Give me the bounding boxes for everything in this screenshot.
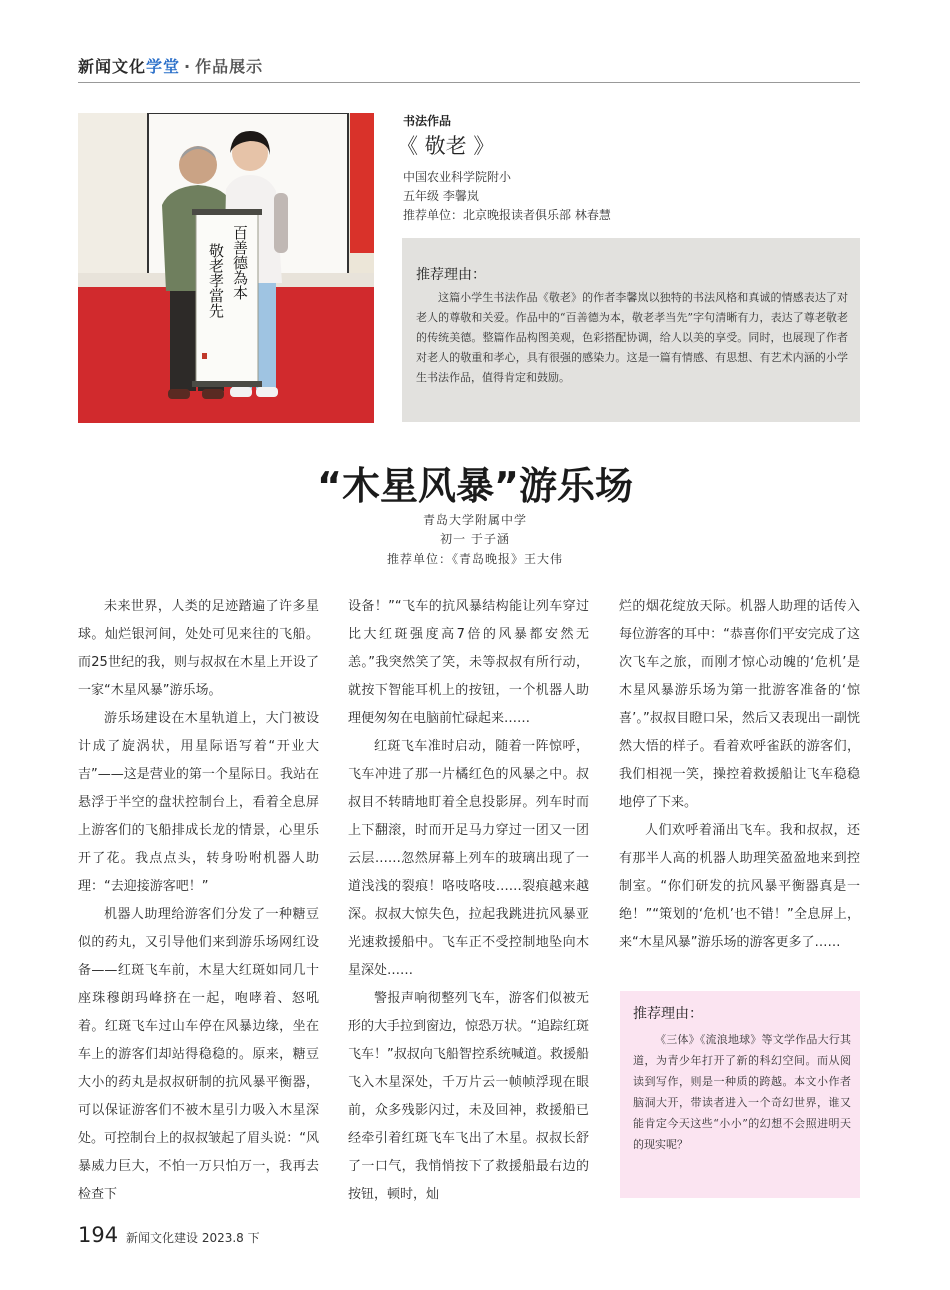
article-column-2 [348, 593, 589, 1209]
scroll-text-1: 百善德為本 [231, 225, 249, 300]
works-recommender: 推荐单位：北京晚报读者俱乐部 林春慧 [403, 208, 611, 222]
works-label: 书法作品 [403, 114, 452, 128]
paragraph: 警报声响彻整列飞车，游客们似被无形的大手拉到窗边，惊恐万状。“追踪红斑飞车！”叔叔向飞船智控系统喊道。救援船飞入木星深处，千万片云一帧帧浮现在眼前，众多残影闪过，未及回神，救援船已经牵引着红斑飞车飞出了木星。叔叔长舒了一口气，我悄悄按下了救援船最右边的按钮，顿时，灿 [348, 991, 589, 1202]
article-title: “木星风暴”游乐场 [317, 464, 633, 508]
scroll-text-2: 敬老孝當先 [207, 243, 225, 318]
calligraphy-photo [78, 113, 374, 423]
article-reason-box [620, 991, 860, 1198]
calligraphy-reason-heading: 推荐理由： [416, 267, 486, 283]
page-number: 194 [78, 1223, 119, 1247]
article-school: 青岛大学附属中学 [422, 513, 527, 527]
article-column-3 [619, 593, 860, 957]
section-header [78, 54, 263, 77]
header-dot: · [184, 57, 192, 76]
calligraphy-reason-box [402, 238, 860, 422]
article-author: 初一 于子涵 [440, 532, 510, 546]
paragraph: 人们欢呼着涌出飞车。我和叔叔，还有那半人高的机器人助理笑盈盈地来到控制室。“你们研发的抗风暴平衡器真是一绝！”“策划的‘危机’也不错！”全息屏上，来“木星风暴”游乐场的游客更多了…… [619, 823, 860, 950]
publication-info: 新闻文化建设 2023.8 下 [126, 1231, 260, 1245]
header-divider [78, 82, 860, 83]
paragraph: 未来世界，人类的足迹踏遍了许多星球。灿烂银河间，处处可见来往的飞船。而25世纪的我，则与叔叔在木星上开设了一家“木星风暴”游乐场。 [78, 599, 319, 698]
paragraph: 设备！”“飞车的抗风暴结构能让列车穿过比大红斑强度高7倍的风暴都安然无恙。”我突然笑了笑，未等叔叔有所行动，就按下智能耳机上的按钮，一个机器人助理便匆匆在电脑前忙碌起来…… [348, 599, 589, 726]
paragraph: 红斑飞车准时启动，随着一阵惊呼，飞车冲进了那一片橘红色的风暴之中。叔叔目不转睛地盯着全息投影屏。列车时而上下翻滚，时而开足马力穿过一团又一团云层……忽然屏幕上列车的玻璃出现了一道浅浅的裂痕！咯吱咯吱……裂痕越来越深。叔叔大惊失色，拉起我跳进抗风暴亚光速救援船中。飞车正不受控制地坠向木星深处…… [348, 739, 589, 978]
header-part3: 作品展示 [195, 57, 264, 76]
article-reason-text: 《三体》《流浪地球》等文学作品大行其道，为青少年打开了新的科幻空间。而从阅读到写作，则是一种质的跨越。本文小作者脑洞大开，带读者进入一个奇幻世界，谁又能肯定今天这些“小小”的幻想不会照进明天的现实呢？ [633, 1033, 851, 1151]
header-part2: 学堂 [146, 57, 181, 76]
article-reason-heading: 推荐理由： [633, 1006, 703, 1022]
works-author: 五年级 李馨岚 [403, 189, 479, 203]
paragraph: 烂的烟花绽放天际。机器人助理的话传入每位游客的耳中：“恭喜你们平安完成了这次飞车之旅，而刚才惊心动魄的‘危机’是木星风暴游乐场为第一批游客准备的‘惊喜’。”叔叔目瞪口呆，然后又表现出一副恍然大悟的样子。看着欢呼雀跃的游客们，我们相视一笑，操控着救援船让飞车稳稳地停了下来。 [619, 599, 860, 810]
header-part1: 新闻文化 [78, 57, 147, 76]
works-title: 《 敬老 》 [397, 134, 495, 158]
photo-illustration [78, 113, 374, 423]
paragraph: 机器人助理给游客们分发了一种糖豆似的药丸，又引导他们来到游乐场网红设备——红斑飞车前，木星大红斑如同几十座珠穆朗玛峰挤在一起，咆哮着、怒吼着。红斑飞车过山车停在风暴边缘，坐在车上的游客们却站得稳稳的。原来，糖豆大小的药丸是叔叔研制的抗风暴平衡器，可以保证游客们不被木星引力吸入木星深处。可控制台上的叔叔皱起了眉头说：“风暴威力巨大，不怕一万只怕万一，我再去检查下 [78, 907, 319, 1202]
works-school: 中国农业科学院附小 [403, 170, 512, 184]
calligraphy-reason-text: 这篇小学生书法作品《敬老》的作者李馨岚以独特的书法风格和真诚的情感表达了对老人的尊敬和关爱。作品中的“百善德为本，敬老孝当先”字句清晰有力，表达了尊老敬老的传统美德。整篇作品构图美观，色彩搭配协调，给人以美的享受。同时，也展现了作者对老人的敬重和孝心，具有很强的感染力。这是一篇有情感、有思想、有艺术内涵的小学生书法作品，值得肯定和鼓励。 [416, 291, 848, 384]
article-column-1 [78, 593, 319, 1209]
article-recommender: 推荐单位：《青岛晚报》王大伟 [386, 552, 563, 566]
paragraph: 游乐场建设在木星轨道上，大门被设计成了旋涡状，用星际语写着“开业大吉”——这是营业的第一个星际日。我站在悬浮于半空的盘状控制台上，看着全息屏上游客们的飞船排成长龙的情景，心里乐开了花。我点点头，转身吩咐机器人助理：“去迎接游客吧！” [78, 711, 319, 894]
